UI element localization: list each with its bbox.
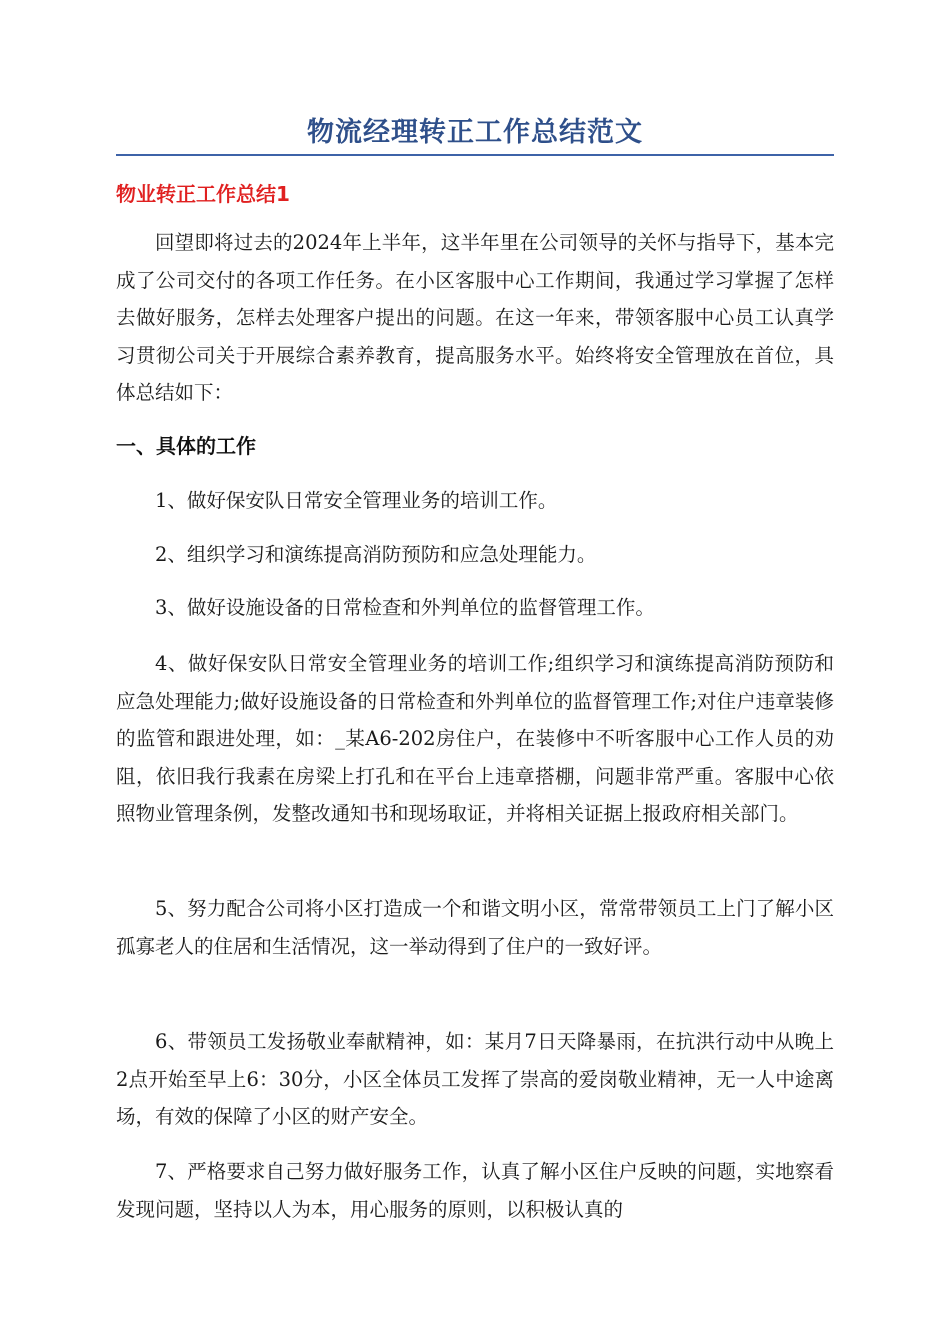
list-item: 5、努力配合公司将小区打造成一个和谐文明小区，常常带领员工上门了解小区孤寡老人的住居和生活情况，这一举动得到了住户的一致好评。: [116, 897, 834, 958]
list-item: 4、做好保安队日常安全管理业务的培训工作;组织学习和演练提高消防预防和应急处理能力;做好设施设备的日常检查和外判单位的监督管理工作;对住户违章装修的监管和跟进处理，如：_某A6-202房住户，在装修中不听客服中心工作人员的劝阻，依旧我行我素在房梁上打孔和在平台上违章搭棚，问题非常严重。客服中心依照物业管理条例，发整改通知书和现场取证，并将相关证据上报政府相关部门。: [116, 652, 834, 825]
list-item: 3、做好设施设备的日常检查和外判单位的监督管理工作。: [155, 596, 655, 619]
page-title: 物流经理转正工作总结范文: [307, 117, 643, 148]
title-divider: [116, 154, 834, 156]
list-item: 1、做好保安队日常安全管理业务的培训工作。: [155, 489, 558, 512]
section-heading: 一、具体的工作: [116, 434, 256, 458]
list-item: 7、严格要求自己努力做好服务工作，认真了解小区住户反映的问题，实地察看发现问题，坚持以人为本，用心服务的原则，以积极认真的: [116, 1160, 834, 1221]
list-item: 2、组织学习和演练提高消防预防和应急处理能力。: [155, 543, 597, 566]
intro-paragraph: 回望即将过去的2024年上半年，这半年里在公司领导的关怀与指导下，基本完成了公司交付的各项工作任务。在小区客服中心工作期间，我通过学习掌握了怎样去做好服务，怎样去处理客户提出的问题。在这一年来，带领客服中心员工认真学习贯彻公司关于开展综合素养教育，提高服务水平。始终将安全管理放在首位，具体总结如下：: [116, 231, 834, 404]
list-item: 6、带领员工发扬敬业奉献精神，如：某月7日天降暴雨，在抗洪行动中从晚上2点开始至早上6：30分，小区全体员工发挥了崇高的爱岗敬业精神，无一人中途离场，有效的保障了小区的财产安全。: [116, 1030, 834, 1128]
section-title: 物业转正工作总结1: [116, 182, 290, 206]
